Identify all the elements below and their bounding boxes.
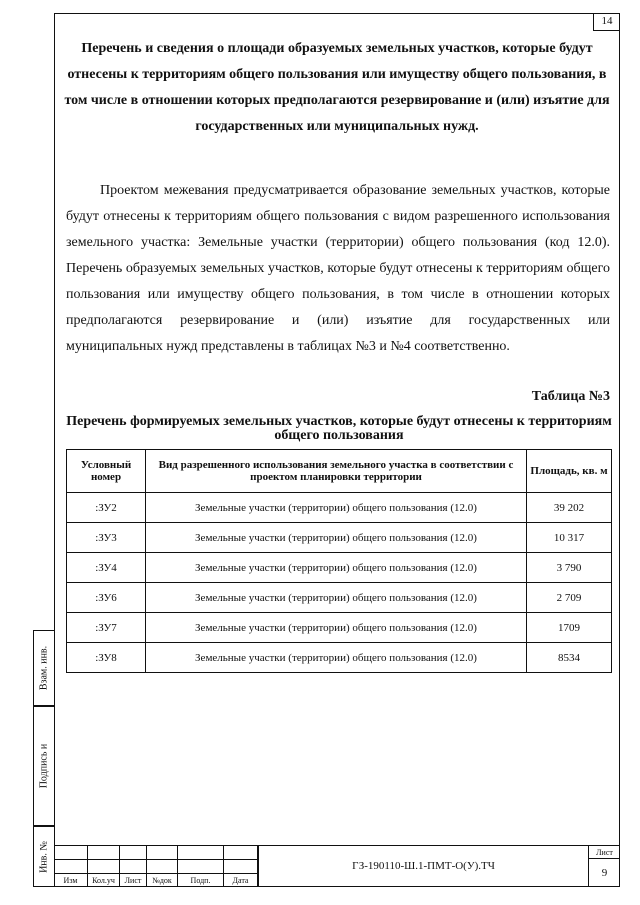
cell-number: :ЗУ4 [67, 553, 146, 583]
stamp-cell [88, 859, 120, 873]
cell-number: :ЗУ6 [67, 583, 146, 613]
stamp-cell [54, 859, 88, 873]
stamp-col-data: Дата [224, 873, 258, 887]
table-row [67, 613, 612, 643]
cell-area: 39 202 [527, 493, 612, 523]
table-header-row [67, 450, 612, 493]
stamp-col-izm: Изм [54, 873, 88, 887]
stamp-col-koluch: Кол.уч [88, 873, 120, 887]
stamp-cell [178, 859, 224, 873]
cell-usage: Земельные участки (территории) общего пользования (12.0) [146, 613, 527, 643]
cell-number: :ЗУ8 [67, 643, 146, 673]
cell-area: 3 790 [527, 553, 612, 583]
header-usage: Вид разрешенного использования земельного участка в соответствии с проектом планировки территории [146, 450, 527, 493]
stamp-cell [120, 859, 147, 873]
stamp-cell [88, 845, 120, 859]
cell-area: 1709 [527, 613, 612, 643]
side-field-signature [33, 706, 54, 826]
title-block [54, 845, 620, 887]
cell-usage: Земельные участки (территории) общего пользования (12.0) [146, 523, 527, 553]
cell-number: :ЗУ3 [67, 523, 146, 553]
table-row [67, 583, 612, 613]
sheet-label: Лист [588, 845, 620, 859]
cell-area: 8534 [527, 643, 612, 673]
stamp-cell [224, 859, 258, 873]
cell-usage: Земельные участки (территории) общего пользования (12.0) [146, 553, 527, 583]
cell-usage: Земельные участки (территории) общего пользования (12.0) [146, 493, 527, 523]
stamp-cell [120, 845, 147, 859]
stamp-cell [224, 845, 258, 859]
side-field-replace-inv [33, 630, 54, 706]
document-code: ГЗ-190110-Ш.1-ПМТ-О(У).ТЧ [258, 845, 588, 887]
cell-usage: Земельные участки (территории) общего пользования (12.0) [146, 583, 527, 613]
stamp-col-podp: Подп. [178, 873, 224, 887]
cell-number: :ЗУ7 [67, 613, 146, 643]
cell-area: 10 317 [527, 523, 612, 553]
header-number: Условный номер [67, 450, 146, 493]
stamp-col-list: Лист [120, 873, 147, 887]
body-paragraph: Проектом межевания предусматривается образование земельных участков, которые будут отнесены к территориям общего пользования с видом разрешенного использования земельного участка: Земельные участки (территории) общего пользования (код 12.0). Перечень образуемых земельных участков, которые будут отнесены к территориям общего пользования или имуществу общего пользования, в том числе в отношении которых предполагаются резервирование и (или) изъятие для государственных или муниципальных нужд представлены в таблицах №3 и №4 соответственно. [66, 183, 610, 354]
table-row [67, 493, 612, 523]
stamp-col-ndok: №док [147, 873, 178, 887]
stamp-cell [147, 845, 178, 859]
side-label: Подпись и [38, 743, 50, 789]
parcels-table [66, 449, 612, 673]
page-number: 14 [593, 13, 620, 31]
cell-number: :ЗУ2 [67, 493, 146, 523]
header-area: Площадь, кв. м [527, 450, 612, 493]
cell-usage: Земельные участки (территории) общего пользования (12.0) [146, 643, 527, 673]
stamp-cell [147, 859, 178, 873]
table-row [67, 523, 612, 553]
section-heading: Перечень и сведения о площади образуемых земельных участков, которые будут отнесены к территориям общего пользования или имуществу общего пользования, в том числе в отношении которых предполагаются резервирование и (или) изъятие для государственных или муниципальных нужд. [64, 41, 610, 134]
stamp-cell [54, 845, 88, 859]
table-caption: Перечень формируемых земельных участков, которые будут отнесены к территориям общего пользования [66, 414, 612, 443]
side-label: Инв. № [38, 840, 50, 873]
table-number: Таблица №3 [531, 389, 610, 404]
side-label: Взам. инв. [38, 645, 50, 691]
table-row [67, 643, 612, 673]
stamp-cell [178, 845, 224, 859]
sheet-number: 9 [588, 859, 620, 887]
side-field-inv-number [33, 826, 54, 887]
cell-area: 2 709 [527, 583, 612, 613]
table-row [67, 553, 612, 583]
